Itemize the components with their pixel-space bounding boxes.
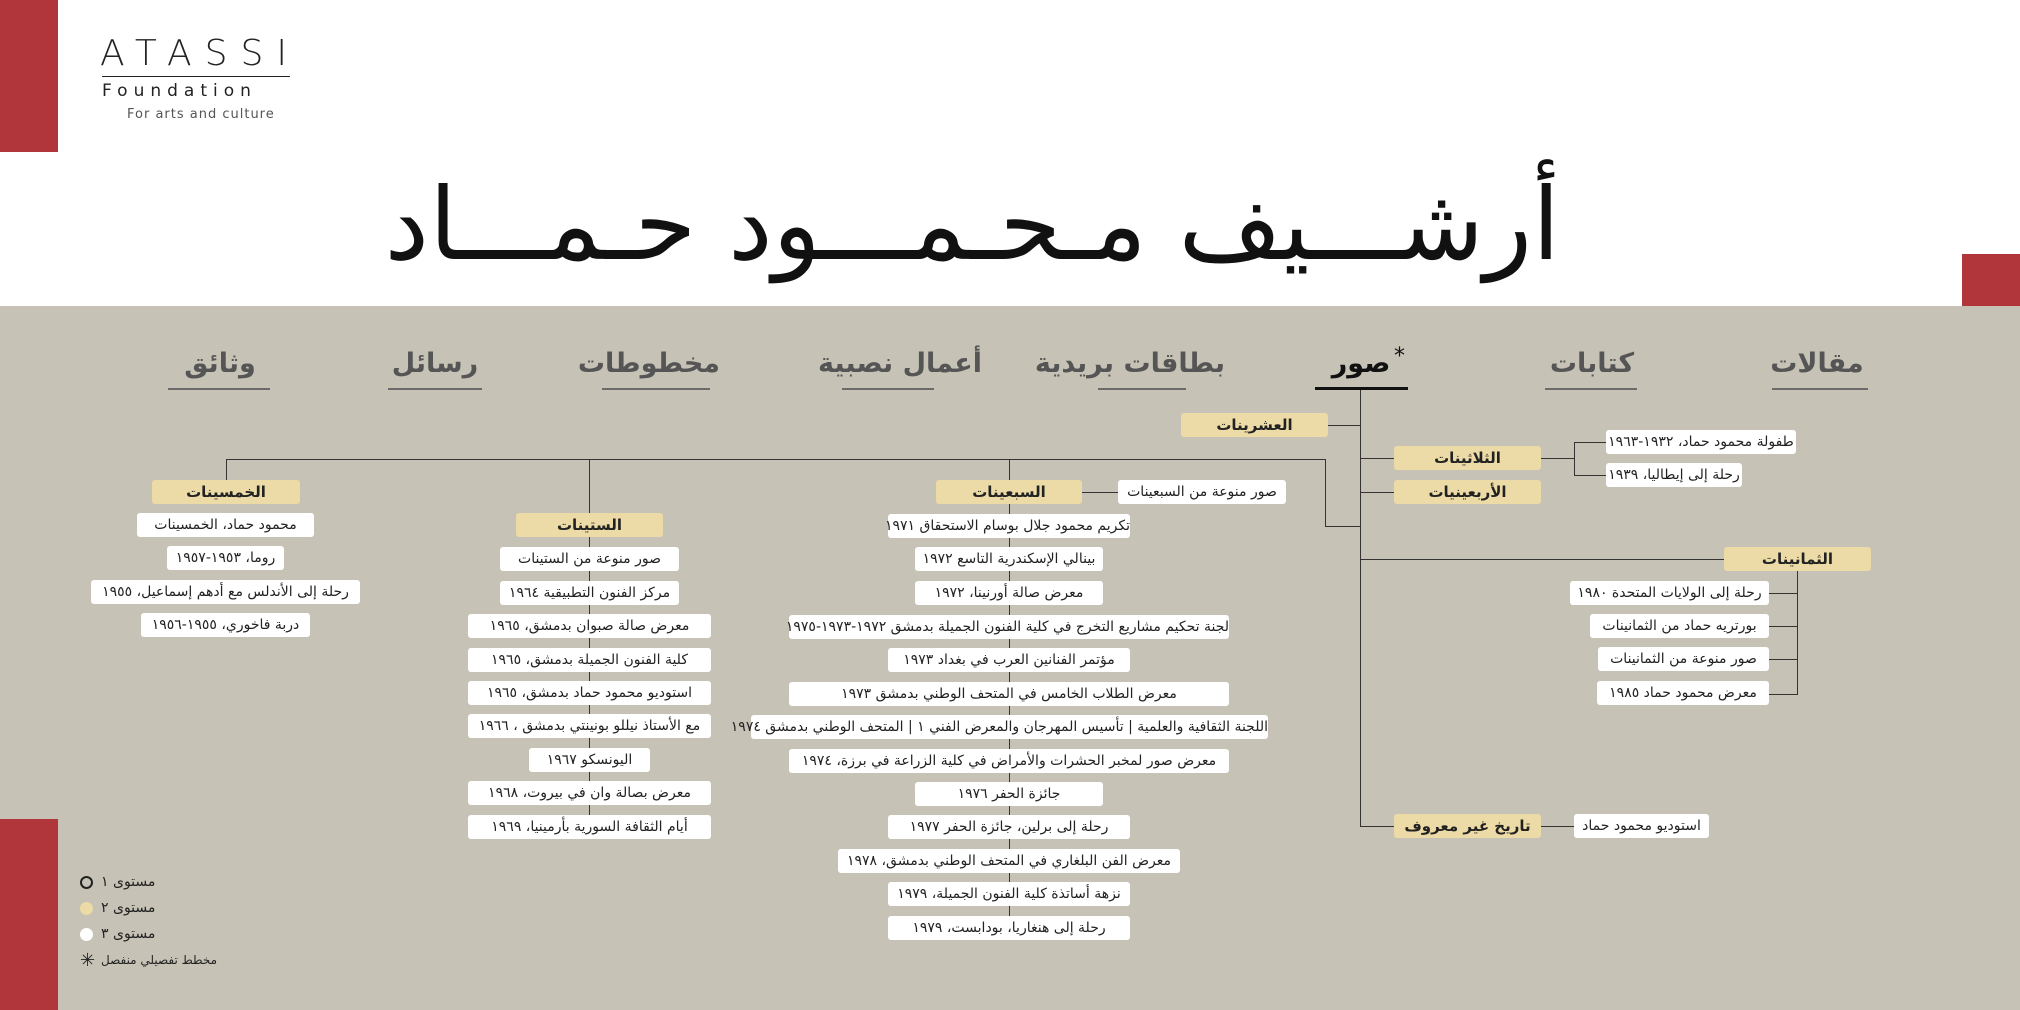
list-item[interactable]: طفولة محمود حماد، ١٩٣٢-١٩٦٣ bbox=[1606, 430, 1796, 454]
trunk-line bbox=[1360, 390, 1361, 827]
tab-letters-underline bbox=[388, 388, 482, 390]
tab-monuments-underline bbox=[842, 388, 934, 390]
thirties-connector bbox=[1360, 458, 1394, 459]
outline-circle-icon bbox=[80, 876, 93, 889]
list-item[interactable]: رحلة إلى إيطاليا، ١٩٣٩ bbox=[1606, 463, 1742, 487]
decade-fifties[interactable]: الخمسينات bbox=[152, 480, 300, 504]
thirties-item-stub bbox=[1574, 442, 1606, 443]
asterisk-icon: ✳ bbox=[80, 949, 96, 971]
list-item[interactable]: بورتريه حماد من الثمانينات bbox=[1590, 614, 1769, 638]
unknown-item-connector bbox=[1540, 826, 1574, 827]
legend-level-2 bbox=[80, 895, 217, 921]
list-item[interactable]: روما، ١٩٥٣-١٩٥٧ bbox=[167, 546, 284, 570]
list-item[interactable]: نزهة أساتذة كلية الفنون الجميلة، ١٩٧٩ bbox=[888, 882, 1130, 906]
seventies-side-connector bbox=[1082, 492, 1118, 493]
eighties-stub-4 bbox=[1768, 694, 1797, 695]
decade-eighties[interactable]: الثمانينات bbox=[1724, 547, 1871, 571]
eighties-bracket bbox=[1797, 571, 1798, 695]
list-item[interactable]: مركز الفنون التطبيقية ١٩٦٤ bbox=[500, 581, 679, 605]
legend-label: مستوى ١ bbox=[101, 874, 156, 890]
list-item[interactable]: دربة فاخوري، ١٩٥٥-١٩٥٦ bbox=[141, 613, 310, 637]
list-item[interactable]: معرض محمود حماد ١٩٨٥ bbox=[1597, 681, 1769, 705]
eighties-stub-2 bbox=[1768, 626, 1797, 627]
thirties-bracket-connector bbox=[1540, 458, 1574, 459]
forties-connector bbox=[1360, 492, 1394, 493]
eighties-stub-3 bbox=[1768, 659, 1797, 660]
logo-subtitle: Foundation bbox=[102, 81, 257, 101]
list-item[interactable]: صور منوعة من السبعينات bbox=[1118, 480, 1286, 504]
list-item[interactable]: لجنة تحكيم مشاريع التخرج في كلية الفنون الجميلة بدمشق ١٩٧٢-١٩٧٣-١٩٧٥ bbox=[789, 615, 1229, 639]
list-item[interactable]: صور منوعة من الستينات bbox=[500, 547, 679, 571]
decade-unknown[interactable]: تاريخ غير معروف bbox=[1394, 814, 1541, 838]
fifties-drop bbox=[226, 459, 227, 482]
left-branch-drop bbox=[1325, 459, 1326, 526]
list-item[interactable]: اليونسكو ١٩٦٧ bbox=[529, 748, 650, 772]
decade-seventies[interactable]: السبعينات bbox=[936, 480, 1082, 504]
logo-divider bbox=[102, 76, 290, 77]
level2-circle-icon bbox=[80, 902, 93, 915]
legend-label: مخطط تفصيلي منفصل bbox=[101, 953, 218, 967]
logo-name: ATASSI bbox=[100, 33, 300, 74]
tab-photos-underline bbox=[1315, 387, 1408, 390]
list-item[interactable]: معرض الطلاب الخامس في المتحف الوطني بدمشق ١٩٧٣ bbox=[789, 682, 1229, 706]
left-branch-connector bbox=[1325, 526, 1360, 527]
list-item[interactable]: تكريم محمود جلال بوسام الاستحقاق ١٩٧١ bbox=[888, 514, 1130, 538]
tab-writings-underline bbox=[1545, 388, 1637, 390]
tab-documents[interactable]: وثائق bbox=[184, 348, 256, 379]
level3-circle-icon bbox=[80, 928, 93, 941]
list-item[interactable]: رحلة إلى الأندلس مع أدهم إسماعيل، ١٩٥٥ bbox=[91, 580, 360, 604]
decade-forties[interactable]: الأربعينيات bbox=[1394, 480, 1541, 504]
tab-letters[interactable]: رسائل bbox=[391, 348, 479, 379]
tab-writings[interactable]: كتابات bbox=[1549, 348, 1635, 379]
decade-twenties[interactable]: العشرينات bbox=[1181, 413, 1328, 437]
red-bar-top-left bbox=[0, 0, 58, 152]
list-item[interactable]: جائزة الحفر ١٩٧٦ bbox=[915, 782, 1103, 806]
list-item[interactable]: استوديو محمود حماد بدمشق، ١٩٦٥ bbox=[468, 681, 711, 705]
eighties-connector bbox=[1360, 559, 1724, 560]
list-item[interactable]: استوديو محمود حماد bbox=[1574, 814, 1709, 838]
page-title: أرشـــيف مـحـمـــود حـمـــاد bbox=[384, 166, 1560, 283]
list-item[interactable]: مؤتمر الفنانين العرب في بغداد ١٩٧٣ bbox=[888, 648, 1130, 672]
list-item[interactable]: معرض صالة أورنينا، ١٩٧٢ bbox=[915, 581, 1103, 605]
tab-manuscripts[interactable]: مخطوطات bbox=[577, 348, 720, 379]
list-item[interactable]: محمود حماد، الخمسينات bbox=[137, 513, 314, 537]
list-item[interactable]: رحلة إلى هنغاريا، بودابست، ١٩٧٩ bbox=[888, 916, 1130, 940]
list-item[interactable]: اللجنة الثقافية والعلمية | تأسيس المهرجان والمعرض الفني ١ | المتحف الوطني بدمشق ١٩٧٤ bbox=[751, 715, 1268, 739]
legend-separate-chart bbox=[80, 947, 217, 973]
twenties-connector bbox=[1328, 425, 1360, 426]
list-item[interactable]: معرض صور لمخبر الحشرات والأمراض في كلية الزراعة في برزة، ١٩٧٤ bbox=[789, 749, 1229, 773]
tab-photos[interactable]: صور bbox=[1331, 348, 1391, 379]
list-item[interactable]: صور منوعة من الثمانينات bbox=[1598, 647, 1769, 671]
list-item[interactable]: بينالي الإسكندرية التاسع ١٩٧٢ bbox=[915, 547, 1103, 571]
legend-level-1 bbox=[80, 869, 217, 895]
atassi-logo[interactable] bbox=[100, 34, 300, 122]
decade-sixties[interactable]: الستينات bbox=[516, 513, 663, 537]
tab-postcards-underline bbox=[1098, 388, 1186, 390]
separate-chart-asterisk-icon: * bbox=[1394, 344, 1405, 369]
tab-articles[interactable]: مقالات bbox=[1770, 348, 1864, 379]
legend bbox=[80, 869, 217, 973]
eighties-stub-1 bbox=[1768, 593, 1797, 594]
list-item[interactable]: كلية الفنون الجميلة بدمشق، ١٩٦٥ bbox=[468, 648, 711, 672]
thirties-bracket bbox=[1574, 442, 1575, 475]
legend-label: مستوى ٣ bbox=[101, 926, 156, 942]
list-item[interactable]: معرض صالة صبوان بدمشق، ١٩٦٥ bbox=[468, 614, 711, 638]
logo-tagline: For arts and culture bbox=[127, 107, 275, 122]
legend-level-3 bbox=[80, 921, 217, 947]
tab-articles-underline bbox=[1772, 388, 1868, 390]
legend-label: مستوى ٢ bbox=[101, 900, 156, 916]
red-bar-bottom-left bbox=[0, 819, 58, 1010]
list-item[interactable]: رحلة إلى برلين، جائزة الحفر ١٩٧٧ bbox=[888, 815, 1130, 839]
tab-manuscripts-underline bbox=[602, 388, 710, 390]
list-item[interactable]: رحلة إلى الولايات المتحدة ١٩٨٠ bbox=[1570, 581, 1769, 605]
list-item[interactable]: أيام الثقافة السورية بأرمينيا، ١٩٦٩ bbox=[468, 815, 711, 839]
tab-documents-underline bbox=[168, 388, 270, 390]
decade-thirties[interactable]: الثلاثينات bbox=[1394, 446, 1541, 470]
tab-monuments[interactable]: أعمال نصبية bbox=[818, 348, 982, 379]
tab-postcards[interactable]: بطاقات بريدية bbox=[1034, 348, 1225, 379]
unknown-connector bbox=[1360, 826, 1394, 827]
forties-item-stub bbox=[1574, 475, 1606, 476]
list-item[interactable]: معرض الفن البلغاري في المتحف الوطني بدمشق، ١٩٧٨ bbox=[838, 849, 1180, 873]
left-bus-line bbox=[226, 459, 1326, 460]
list-item[interactable]: مع الأستاذ نيللو بونينتي بدمشق ، ١٩٦٦ bbox=[468, 714, 711, 738]
list-item[interactable]: معرض بصالة وان في بيروت، ١٩٦٨ bbox=[468, 781, 711, 805]
